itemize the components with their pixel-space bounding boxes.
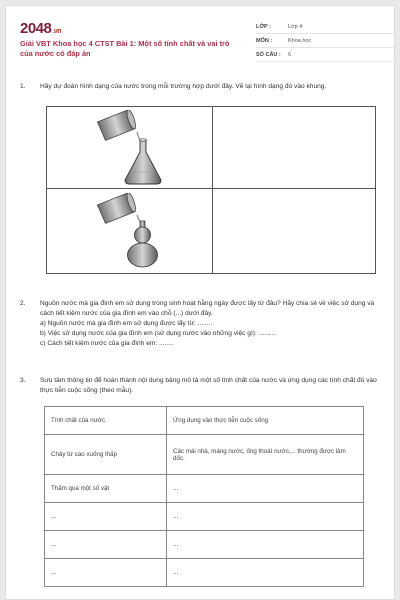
- table-cell: ...: [167, 531, 364, 559]
- question-3: [20, 376, 380, 396]
- logo-text: 2048: [20, 20, 52, 37]
- question-number: 1.: [20, 83, 26, 90]
- question-text: Sưu tầm thông tin để hoàn thành nội dung bảng mô tả một số tính chất của nước và ứng dụng các tính chất đó vào thực tiễn cuộc sống (theo mẫu).: [40, 377, 377, 394]
- document-page: [5, 5, 395, 600]
- table-header-cell: Tính chất của nước: [45, 407, 167, 435]
- meta-row-grade: [256, 20, 395, 34]
- table-row: [45, 503, 364, 531]
- table-header-row: [45, 407, 364, 435]
- meta-row-count: [256, 48, 395, 62]
- table-row: [45, 475, 364, 503]
- site-logo[interactable]: [20, 20, 61, 37]
- gourd-bottle-illustration: [97, 193, 177, 269]
- logo-suffix: .vn: [52, 28, 61, 35]
- question-text: Hãy dự đoán hình dạng của nước trong mỗi trường hợp dưới đây. Vẽ lại hình dạng đó vào khung.: [40, 83, 327, 90]
- table-cell: ...: [167, 503, 364, 531]
- document-title: Giải VBT Khoa học 4 CTST Bài 1: Một số tính chất và vai trò của nước có đáp án: [20, 39, 230, 58]
- question-1: [20, 82, 380, 92]
- answer-line-b: b) Việc sử dụng nước của gia đình em (sử dụng nước vào những việc gì): .........: [40, 330, 276, 337]
- meta-value: Lớp 4: [288, 23, 303, 30]
- question-2: [20, 299, 380, 349]
- table-row: [45, 435, 364, 475]
- table-cell: ...: [167, 475, 364, 503]
- document-header: [20, 20, 380, 64]
- meta-value: Khoa học: [288, 37, 312, 44]
- question-text-block: [40, 299, 380, 349]
- table-cell: ...: [45, 559, 167, 587]
- question-text: Nguồn nước mà gia đình em sử dụng trong sinh hoạt hằng ngày được lấy từ đâu? Hãy chia sẻ về việc sử dụng và cách tiết kiệm nước của gia đình em vào chỗ (...) dưới đây.: [40, 300, 375, 317]
- table-header-cell: Ứng dụng vào thực tiễn cuộc sống: [167, 407, 364, 435]
- properties-table: [44, 406, 364, 587]
- answer-line-a: a) Nguồn nước mà gia đình em sử dụng được lấy từ: ........: [40, 320, 213, 327]
- meta-key: SỐ CÂU :: [256, 51, 281, 58]
- conical-flask-illustration: [97, 110, 177, 186]
- table-row: [45, 559, 364, 587]
- question-number: 3.: [20, 377, 26, 384]
- table-cell: Các mái nhà, máng nước, ống thoát nước,... thường được làm dốc.: [167, 435, 364, 475]
- table-cell: ...: [167, 559, 364, 587]
- table-cell: Chảy từ cao xuống thấp: [45, 435, 167, 475]
- meta-key: LỚP :: [256, 23, 271, 30]
- table-cell: ...: [45, 503, 167, 531]
- table-cell: ...: [45, 531, 167, 559]
- grid-divider: [212, 107, 213, 273]
- table-row: [45, 531, 364, 559]
- answer-line-c: c) Cách tiết kiệm nước của gia đình em: ........: [40, 340, 174, 347]
- meta-key: MÔN :: [256, 37, 273, 44]
- question-number: 2.: [20, 300, 26, 307]
- meta-value: 6: [288, 51, 292, 58]
- table-cell: Thấm qua một số vật: [45, 475, 167, 503]
- drawing-grid: [46, 106, 376, 274]
- meta-info: [256, 20, 395, 62]
- meta-row-subject: [256, 34, 395, 48]
- grid-divider: [47, 188, 375, 189]
